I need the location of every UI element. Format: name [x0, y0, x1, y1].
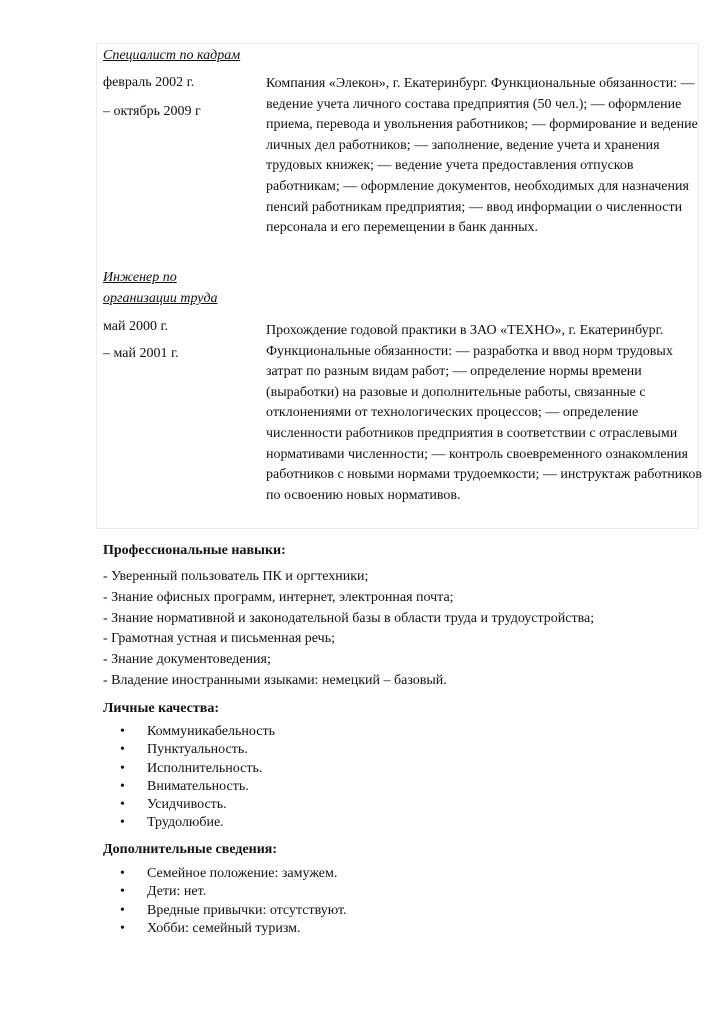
list-item: - Знание документоведения; [103, 652, 271, 668]
skills-heading: Профессиональные навыки: [103, 543, 286, 558]
job-2-description: Прохождение годовой практики в ЗАО «ТЕХНО», г. Екатеринбург. Функциональные обязанности: — разработка и ввод норм трудовых затрат по разным видам работ; — определение нормы времени (выработки) на разовые и дополнительные работы, связанные с отклонениями от технологических процессов; — определение численности работников предприятия в соответствии с отраслевыми нормативами численности; — контроль своевременного ознакомления работников с новыми нормами трудоемкости; — инструктаж работников по освоению новых нормативов. [266, 323, 702, 503]
list-item: - Грамотная устная и письменная речь; [103, 631, 335, 647]
list-item: - Знание нормативной и законодательной базы в области труда и трудоустройства; [103, 610, 595, 626]
bullet-icon: • [120, 866, 125, 881]
qualities-list [120, 723, 275, 833]
bullet-icon: • [120, 884, 125, 900]
additional-heading: Дополнительные сведения: [103, 842, 278, 857]
list-item: • Дети: нет. [120, 883, 347, 901]
skills-list [103, 567, 594, 692]
additional-list [120, 865, 347, 938]
bullet-icon: • [120, 815, 125, 831]
qualities-heading: Личные качества: [103, 701, 219, 716]
bullet-icon: • [120, 902, 125, 918]
list-item: • Усидчивость. [120, 796, 275, 814]
bullet-icon: • [120, 724, 125, 739]
job-1-period-start: февраль 2002 г. [103, 75, 195, 90]
job-1-position: Специалист по кадрам [103, 48, 241, 63]
job-2-period-start: май 2000 г. [103, 319, 169, 334]
list-item: - Уверенный пользователь ПК и оргтехники; [103, 569, 369, 584]
list-item: • Пунктуальность. [120, 741, 275, 759]
job-2-position-line2: организации труда [103, 291, 218, 306]
bullet-icon: • [120, 920, 125, 936]
list-item: • Семейное положение: замужем. [120, 865, 347, 883]
bullet-icon: • [120, 778, 125, 794]
job-2-period-end: – май 2001 г. [103, 346, 179, 361]
list-item: • Хобби: семейный туризм. [120, 920, 347, 938]
list-item: - Знание офисных программ, интернет, электронная почта; [103, 589, 454, 605]
job-2-position-line1: Инженер по [103, 270, 177, 285]
list-item: • Внимательность. [120, 778, 275, 796]
list-item: • Исполнительность. [120, 760, 275, 778]
list-item: • Коммуникабельность [120, 723, 275, 741]
list-item: - Владение иностранными языками: немецкий – базовый. [103, 672, 447, 688]
job-1-period-end: – октябрь 2009 г [103, 104, 201, 119]
list-item: • Трудолюбие. [120, 814, 275, 832]
job-1-description: Компания «Элекон», г. Екатеринбург. Функциональные обязанности: — ведение учета личного состава предприятия (50 чел.); — оформление приема, перевода и увольнения работников; — формирование и ведение личных дел работников; — заполнение, ведение учета и хранения трудовых книжек; — ведение учета предоставления отпусков работникам; — оформление документов, необходимых для назначения пенсий работникам предприятия; — ввод информации о численности персонала и его перемещении в банк данных. [266, 76, 698, 236]
bullet-icon: • [120, 797, 125, 813]
list-item: • Вредные привычки: отсутствуют. [120, 902, 347, 920]
bullet-icon: • [120, 742, 125, 758]
bullet-icon: • [120, 760, 125, 776]
